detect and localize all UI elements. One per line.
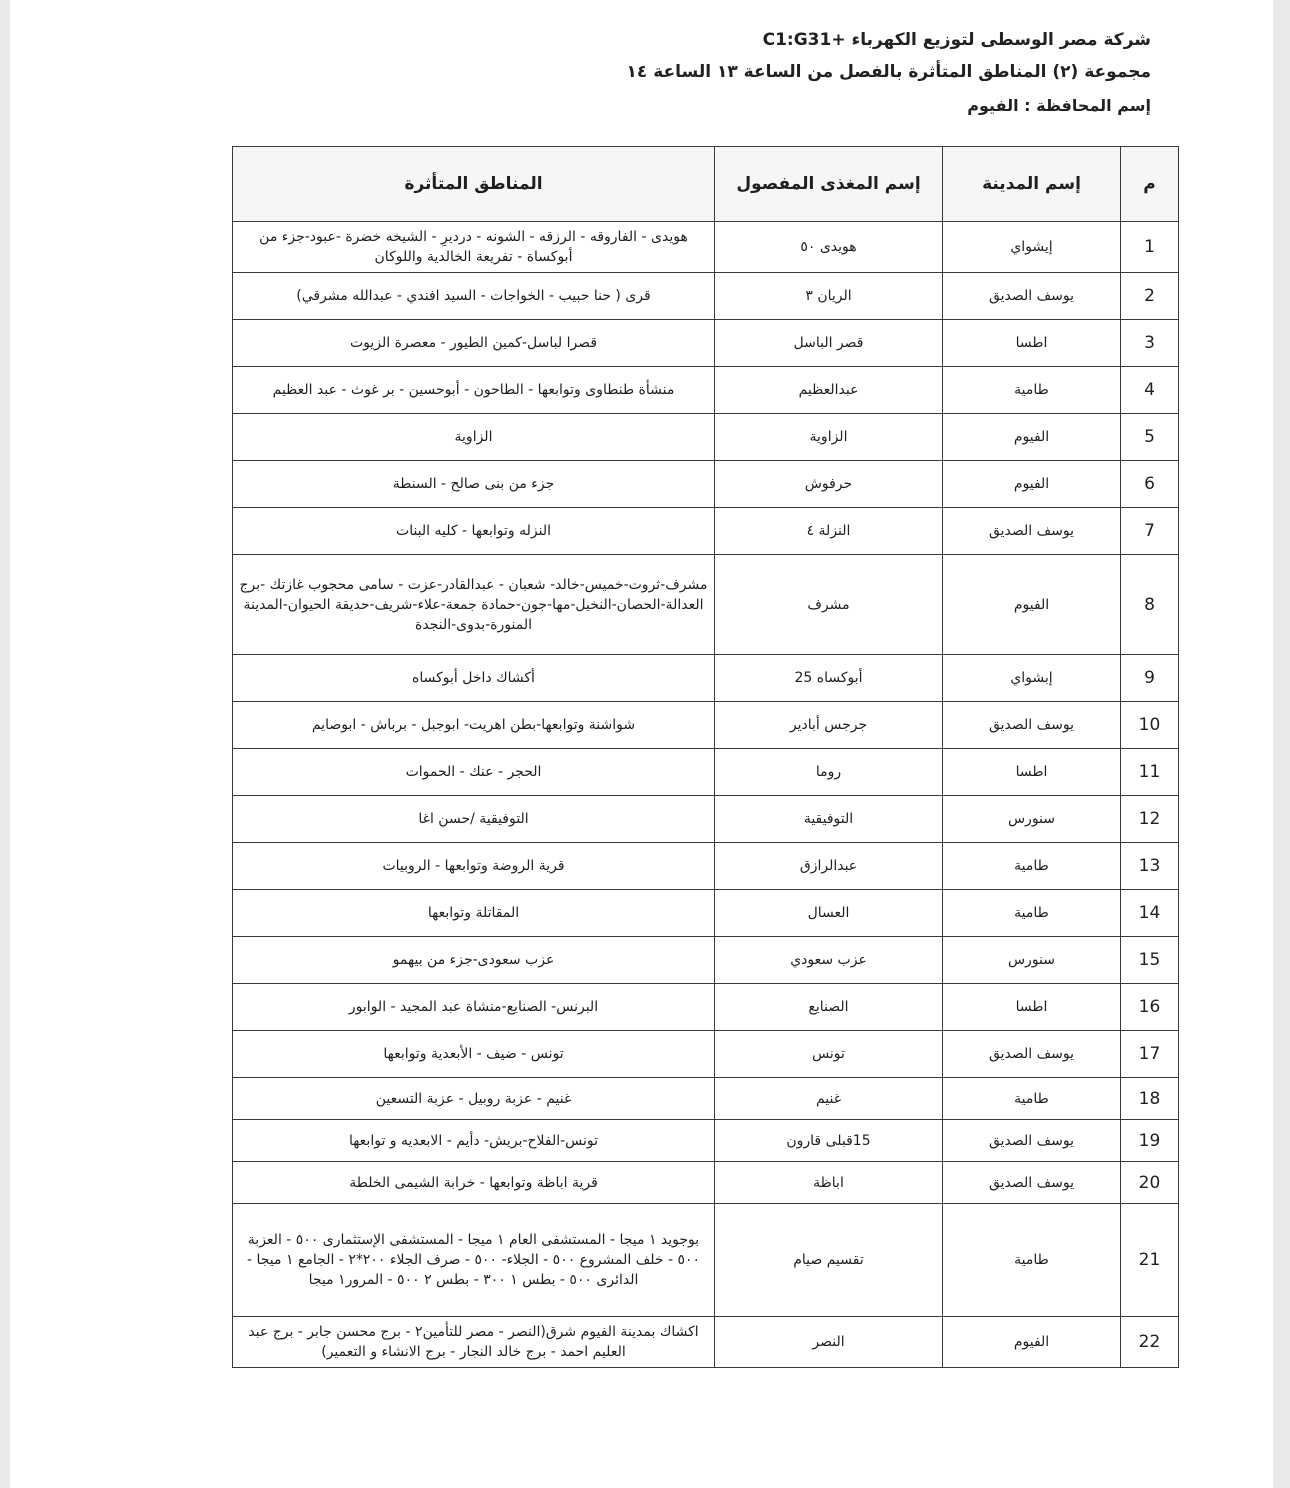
table-row: [233, 1031, 1179, 1078]
cell-city: اطسا: [943, 320, 1121, 367]
cell-city: سنورس: [943, 796, 1121, 843]
cell-areas: البرنس- الصنايع-منشاة عبد المجيد - الوابور: [233, 984, 715, 1031]
cell-city: الفيوم: [943, 1317, 1121, 1368]
cell-areas: المقاتلة وتوابعها: [233, 890, 715, 937]
table-row: [233, 222, 1179, 273]
cell-feeder: النصر: [715, 1317, 943, 1368]
cell-city: طامية: [943, 1078, 1121, 1120]
table-row: [233, 273, 1179, 320]
cell-num: 20: [1121, 1162, 1179, 1204]
cell-city: الفيوم: [943, 414, 1121, 461]
cell-areas: الحجر - عنك - الحموات: [233, 749, 715, 796]
cell-areas: بوجويد ١ ميجا - المستشفى العام ١ ميجا - المستشفى الإستثمارى ٥٠٠ - العزبة ٥٠٠ - خلف المشروع ٥٠٠ - الجلاء- ٥٠٠ - صرف الجلاء ٢٠٠*٢ - الجامع ١ ميجا - الدائرى ٥٠٠ - بطس ١ ٣٠٠ - بطس ٢ ٥٠٠ - المرور١ ميجا: [233, 1204, 715, 1317]
cell-areas: تونس-الفلاح-بريش- دأيم - الابعديه و توابعها: [233, 1120, 715, 1162]
cell-feeder: أبوكساه 25: [715, 655, 943, 702]
company-line: [451, 30, 1151, 50]
table-row: [233, 1162, 1179, 1204]
cell-areas: عزب سعودى-جزء من بيهمو: [233, 937, 715, 984]
table-row: [233, 320, 1179, 367]
document-page: [10, 0, 1273, 1488]
table-header-row: [233, 147, 1179, 222]
cell-city: يوسف الصديق: [943, 1120, 1121, 1162]
cell-city: الفيوم: [943, 555, 1121, 655]
table-row: [233, 461, 1179, 508]
cell-num: 15: [1121, 937, 1179, 984]
cell-num: 2: [1121, 273, 1179, 320]
cell-num: 16: [1121, 984, 1179, 1031]
table-row: [233, 508, 1179, 555]
cell-feeder: الريان ٣: [715, 273, 943, 320]
cell-feeder: حرفوش: [715, 461, 943, 508]
cell-feeder: عبدالرازق: [715, 843, 943, 890]
cell-areas: منشأة طنطاوى وتوابعها - الطاحون - أبوحسين - بر غوث - عبد العظيم: [233, 367, 715, 414]
cell-city: يوسف الصديق: [943, 273, 1121, 320]
cell-num: 12: [1121, 796, 1179, 843]
cell-city: اطسا: [943, 984, 1121, 1031]
table-row: [233, 1078, 1179, 1120]
cell-feeder: عزب سعودي: [715, 937, 943, 984]
cell-areas: قرى ( حنا حبيب - الخواجات - السيد افندي - عبدالله مشرقي): [233, 273, 715, 320]
cell-city: طامية: [943, 367, 1121, 414]
group-title: مجموعة (٢) المناطق المتأثرة بالفصل من الساعة ١٣ الساعة ١٤: [626, 62, 1151, 82]
cell-num: 14: [1121, 890, 1179, 937]
cell-num: 5: [1121, 414, 1179, 461]
cell-feeder: تونس: [715, 1031, 943, 1078]
cell-city: طامية: [943, 890, 1121, 937]
cell-feeder: الصنايع: [715, 984, 943, 1031]
table-row: [233, 890, 1179, 937]
table-row: [233, 555, 1179, 655]
cell-feeder: هويدى ٥٠: [715, 222, 943, 273]
cell-areas: تونس - ضيف - الأبعدية وتوابعها: [233, 1031, 715, 1078]
cell-areas: مشرف-ثروت-خميس-خالد- شعبان - عبدالقادر-عزت - سامى محجوب غازتك -برج العدالة-الحصان-النخيل-مها-جون-حمادة جمعة-علاء-شريف-حديقة الحيوان-المدينة المنورة-بدوى-النجدة: [233, 555, 715, 655]
cell-feeder: العسال: [715, 890, 943, 937]
header-num: م: [1121, 147, 1179, 222]
cell-areas: الزاوية: [233, 414, 715, 461]
cell-num: 9: [1121, 655, 1179, 702]
cell-num: 8: [1121, 555, 1179, 655]
company-name: شركة مصر الوسطى لتوزيع الكهرباء: [851, 30, 1151, 50]
cell-feeder: اباظة: [715, 1162, 943, 1204]
cell-areas: قرية اباظة وتوابعها - خرابة الشيمى الخلطة: [233, 1162, 715, 1204]
document-header: [451, 30, 1151, 116]
cell-num: 11: [1121, 749, 1179, 796]
cell-areas: شواشنة وتوابعها-بطن اهريت- ابوجبل - برباش - ابوصايم: [233, 702, 715, 749]
cell-feeder: تقسيم صيام: [715, 1204, 943, 1317]
cell-areas: هويدى - الفاروقه - الرزقه - الشونه - درديرِ - الشيخه خضرة -عبود-جزء من أبوكساة - تفريعة الخالدية واللوكان: [233, 222, 715, 273]
cell-num: 19: [1121, 1120, 1179, 1162]
cell-feeder: قصر الباسل: [715, 320, 943, 367]
table-row: [233, 414, 1179, 461]
cell-city: يوسف الصديق: [943, 702, 1121, 749]
cell-num: 18: [1121, 1078, 1179, 1120]
cell-areas: جزء من بنى صالح - السنطة: [233, 461, 715, 508]
table-row: [233, 984, 1179, 1031]
cell-city: إيشواي: [943, 222, 1121, 273]
cell-feeder: غنيم: [715, 1078, 943, 1120]
table-row: [233, 749, 1179, 796]
cell-areas: أكشاك داخل أبوكساه: [233, 655, 715, 702]
table-row: [233, 367, 1179, 414]
cell-city: يوسف الصديق: [943, 1031, 1121, 1078]
cell-areas: قرية الروضة وتوابعها - الروبيات: [233, 843, 715, 890]
cell-num: 3: [1121, 320, 1179, 367]
cell-city: يوسف الصديق: [943, 1162, 1121, 1204]
header-city: إسم المدينة: [943, 147, 1121, 222]
cell-num: 4: [1121, 367, 1179, 414]
sheet-reference: C1:G31+: [762, 30, 846, 50]
cell-num: 7: [1121, 508, 1179, 555]
cell-feeder: جرجس أبادير: [715, 702, 943, 749]
cell-feeder: مشرف: [715, 555, 943, 655]
cell-feeder: النزلة ٤: [715, 508, 943, 555]
cell-city: سنورس: [943, 937, 1121, 984]
cell-areas: النزله وتوابعها - كليه البنات: [233, 508, 715, 555]
cell-city: طامية: [943, 843, 1121, 890]
cell-areas: قصرا لباسل-كمين الطيور - معصرة الزيوت: [233, 320, 715, 367]
cell-city: يوسف الصديق: [943, 508, 1121, 555]
cell-num: 17: [1121, 1031, 1179, 1078]
affected-areas-table: [232, 146, 1179, 1368]
header-feeder: إسم المغذى المفصول: [715, 147, 943, 222]
table-row: [233, 1317, 1179, 1368]
cell-num: 22: [1121, 1317, 1179, 1368]
governorate-label: إسم المحافظة : الفيوم: [967, 96, 1151, 115]
cell-areas: اكشاك بمدينة الفيوم شرق(النصر - مصر للتأمين٢ - برج محسن جابر - برج عبد العليم احمد - برج خالد النجار - برج الانشاء و التعمير): [233, 1317, 715, 1368]
table-row: [233, 1204, 1179, 1317]
cell-feeder: التوفيقية: [715, 796, 943, 843]
cell-areas: التوفيقية /حسن اغا: [233, 796, 715, 843]
cell-feeder: عبدالعظيم: [715, 367, 943, 414]
table-row: [233, 843, 1179, 890]
cell-num: 13: [1121, 843, 1179, 890]
table-row: [233, 796, 1179, 843]
cell-num: 6: [1121, 461, 1179, 508]
cell-feeder: روما: [715, 749, 943, 796]
table-row: [233, 702, 1179, 749]
cell-areas: غنيم - عزبة روبيل - عزبة التسعين: [233, 1078, 715, 1120]
table-row: [233, 1120, 1179, 1162]
cell-city: اطسا: [943, 749, 1121, 796]
cell-city: إبشواي: [943, 655, 1121, 702]
cell-feeder: 15قبلى قارون: [715, 1120, 943, 1162]
cell-city: طامية: [943, 1204, 1121, 1317]
table-row: [233, 937, 1179, 984]
header-areas: المناطق المتأثرة: [233, 147, 715, 222]
cell-city: الفيوم: [943, 461, 1121, 508]
cell-num: 21: [1121, 1204, 1179, 1317]
cell-feeder: الزاوية: [715, 414, 943, 461]
cell-num: 10: [1121, 702, 1179, 749]
table-row: [233, 655, 1179, 702]
cell-num: 1: [1121, 222, 1179, 273]
